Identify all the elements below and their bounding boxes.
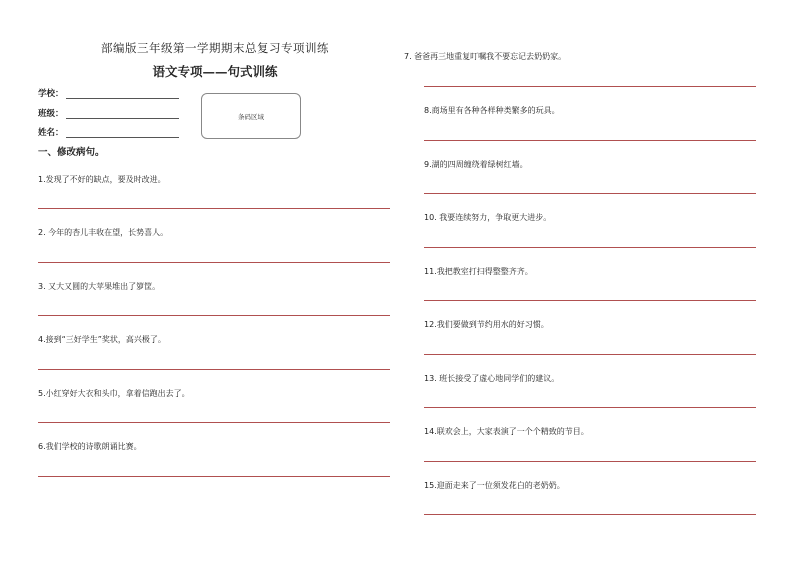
question-14: 14.联欢会上，大家表演了一个个精致的节目。 xyxy=(424,427,589,436)
school-input-line[interactable] xyxy=(66,89,179,99)
answer-line-13[interactable] xyxy=(424,407,756,408)
question-10: 10. 我要连续努力，争取更大进步。 xyxy=(424,213,552,222)
question-11: 11.我把教室打扫得整整齐齐。 xyxy=(424,267,533,276)
page-subtitle: 语文专项——句式训练 xyxy=(152,64,278,79)
answer-line-5[interactable] xyxy=(38,422,390,423)
section-heading: 一、修改病句。 xyxy=(38,147,105,158)
answer-line-15[interactable] xyxy=(424,514,756,515)
answer-line-8[interactable] xyxy=(424,140,756,141)
answer-line-12[interactable] xyxy=(424,354,756,355)
question-5: 5.小红穿好大衣和头巾，拿着信跑出去了。 xyxy=(38,389,190,398)
school-field[interactable] xyxy=(38,87,179,99)
question-15: 15.迎面走来了一位须发花白的老奶奶。 xyxy=(424,481,565,490)
answer-line-14[interactable] xyxy=(424,461,756,462)
name-input-line[interactable] xyxy=(66,128,179,138)
school-label: 学校： xyxy=(38,89,64,99)
barcode-area xyxy=(201,93,301,139)
question-1: 1.发现了不好的缺点，要及时改进。 xyxy=(38,175,166,184)
page-title: 部编版三年级第一学期期末总复习专项训练 xyxy=(101,41,329,55)
question-12: 12.我们要做到节约用水的好习惯。 xyxy=(424,320,549,329)
question-13: 13. 班长接受了虚心地同学们的建议。 xyxy=(424,374,560,383)
question-3: 3. 又大又圆的大苹果堆出了箩筐。 xyxy=(38,282,161,291)
name-field[interactable] xyxy=(38,126,179,138)
name-label: 姓名： xyxy=(38,128,64,138)
question-4: 4.接到“三好学生”奖状，高兴极了。 xyxy=(38,335,166,344)
class-field[interactable] xyxy=(38,107,179,119)
answer-line-10[interactable] xyxy=(424,247,756,248)
question-6: 6.我们学校的诗歌朗诵比赛。 xyxy=(38,442,142,451)
answer-line-9[interactable] xyxy=(424,193,756,194)
answer-line-2[interactable] xyxy=(38,262,390,263)
answer-line-11[interactable] xyxy=(424,300,756,301)
question-9: 9.湖的四周缠绕着绿树红墙。 xyxy=(424,160,528,169)
answer-line-7[interactable] xyxy=(424,86,756,87)
class-label: 班级： xyxy=(38,109,64,119)
answer-line-3[interactable] xyxy=(38,315,390,316)
class-input-line[interactable] xyxy=(66,109,179,119)
answer-line-6[interactable] xyxy=(38,476,390,477)
answer-line-1[interactable] xyxy=(38,208,390,209)
question-8: 8.商场里有各种各样种类繁多的玩具。 xyxy=(424,106,560,115)
barcode-label: 条码区域 xyxy=(238,112,264,121)
question-7: 7. 爸爸再三地重复叮嘱我不要忘记去奶奶家。 xyxy=(404,52,567,61)
answer-line-4[interactable] xyxy=(38,369,390,370)
question-2: 2. 今年的杏儿丰收在望，长势喜人。 xyxy=(38,228,169,237)
